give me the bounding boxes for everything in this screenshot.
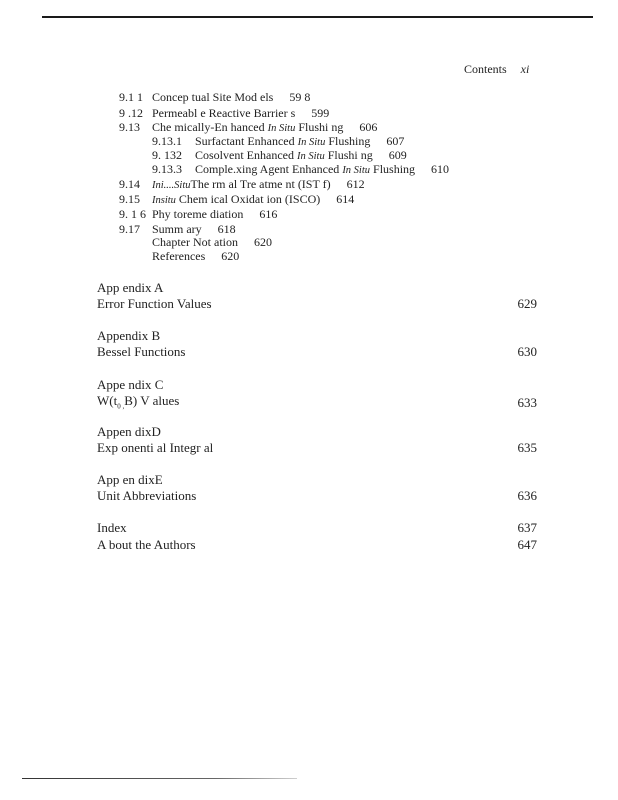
running-head-title: Contents <box>464 62 507 76</box>
section-page: 616 <box>259 207 278 221</box>
top-rule <box>42 16 593 18</box>
appendix-page: 630 <box>517 344 537 359</box>
appendix-title: $W(t_{0 ,}B)$ V alues <box>97 393 180 411</box>
appendix-label: Appen dixD <box>97 424 161 439</box>
section-title: Surfactant Enhanced <box>195 134 298 148</box>
appendix-title: Unit Abbreviations <box>97 488 197 503</box>
back-matter-page: 637 <box>517 520 537 535</box>
section-number: 9. 132 <box>152 148 182 162</box>
section-title: Concep tual Site Mod els <box>152 90 274 104</box>
section-title: Summ ary <box>152 222 202 236</box>
running-head <box>464 62 529 77</box>
index-entry[interactable] <box>97 520 537 536</box>
section-number: 9.17 <box>119 222 140 236</box>
appendix-entry[interactable] <box>97 424 537 456</box>
toc-entry[interactable] <box>152 162 449 178</box>
appendix-entry[interactable] <box>97 280 537 312</box>
toc-entry[interactable] <box>119 177 365 193</box>
section-title-rest: Flushi ng <box>324 148 373 162</box>
section-number: 9.13 <box>119 120 140 134</box>
section-number: 9.1 1 <box>119 90 143 104</box>
toc-entry[interactable] <box>119 249 239 263</box>
section-page: 609 <box>388 148 407 162</box>
appendix-label: App endix A <box>97 280 164 295</box>
section-title: Che mically-En hanced <box>152 120 268 134</box>
appendix-entry[interactable] <box>97 472 537 504</box>
section-number: 9. 1 6 <box>119 207 146 221</box>
section-title-italic: In Situ <box>296 151 325 162</box>
section-title-rest: The rm al Tre atme nt (IST f) <box>190 177 331 191</box>
section-page: 620 <box>253 235 272 249</box>
about-authors-entry[interactable] <box>97 537 537 553</box>
section-title: Chapter Not ation <box>152 235 238 249</box>
toc-entry[interactable] <box>119 90 310 104</box>
toc-entry[interactable] <box>119 222 236 236</box>
appendix-page: 636 <box>517 488 537 503</box>
appendix-label: App en dixE <box>97 472 163 487</box>
back-matter-page: 647 <box>517 537 537 552</box>
section-page: 59 8 <box>289 90 311 104</box>
section-title: Phy toreme diation <box>152 207 244 221</box>
section-page: 610 <box>431 162 450 176</box>
section-page: 607 <box>386 134 405 148</box>
section-title-italic: In Situ <box>297 137 326 148</box>
section-title: References <box>152 249 206 263</box>
appendix-page: 633 <box>517 395 537 410</box>
section-page: 606 <box>359 120 378 134</box>
back-matter-title: A bout the Authors <box>97 537 196 552</box>
back-matter-title: Index <box>97 520 127 535</box>
appendix-label: Appe ndix C <box>97 377 164 392</box>
section-title-rest: Flushing <box>370 162 416 176</box>
subscript: 0 , <box>117 402 125 411</box>
appendix-label: Appendix B <box>97 328 161 343</box>
section-title-rest: Flushing <box>325 134 371 148</box>
section-page: 612 <box>346 177 365 191</box>
section-number: 9.14 <box>119 177 140 191</box>
section-page: 618 <box>217 222 236 236</box>
appendix-page: 635 <box>517 440 537 455</box>
appendix-page: 629 <box>517 296 537 311</box>
section-title-rest: Chem ical Oxidat ion (ISCO) <box>175 192 321 206</box>
appendix-title: Error Function Values <box>97 296 212 311</box>
section-page: 599 <box>311 106 330 120</box>
section-number: 9 .12 <box>119 106 143 120</box>
toc-entry[interactable] <box>119 192 354 208</box>
section-page: 620 <box>221 249 240 263</box>
appendix-entry[interactable] <box>97 328 537 360</box>
section-number: 9.15 <box>119 192 140 206</box>
section-title: Comple.xing Agent Enhanced <box>195 162 343 176</box>
appendix-title: Bessel Functions <box>97 344 186 359</box>
section-title-rest: Flushi ng <box>295 120 344 134</box>
toc-entry[interactable] <box>119 235 272 249</box>
section-title-italic: In Situ <box>267 123 296 134</box>
section-title-italic: Insitu <box>152 195 176 206</box>
section-number: 9.13.1 <box>152 134 182 148</box>
appendix-entry[interactable] <box>97 377 537 415</box>
appendix-title: Exp onenti al Integr al <box>97 440 214 455</box>
toc-entry[interactable] <box>119 207 277 221</box>
running-head-page: xi <box>520 62 530 76</box>
bottom-rule <box>22 778 297 779</box>
section-title: Cosolvent Enhanced <box>195 148 297 162</box>
section-title-italic: In Situ <box>342 165 371 176</box>
section-number: 9.13.3 <box>152 162 182 176</box>
toc-entry[interactable] <box>119 106 329 120</box>
section-title: Permeabl e Reactive Barrier s <box>152 106 296 120</box>
section-title-italic: Ini....Situ <box>152 180 191 191</box>
section-page: 614 <box>336 192 355 206</box>
